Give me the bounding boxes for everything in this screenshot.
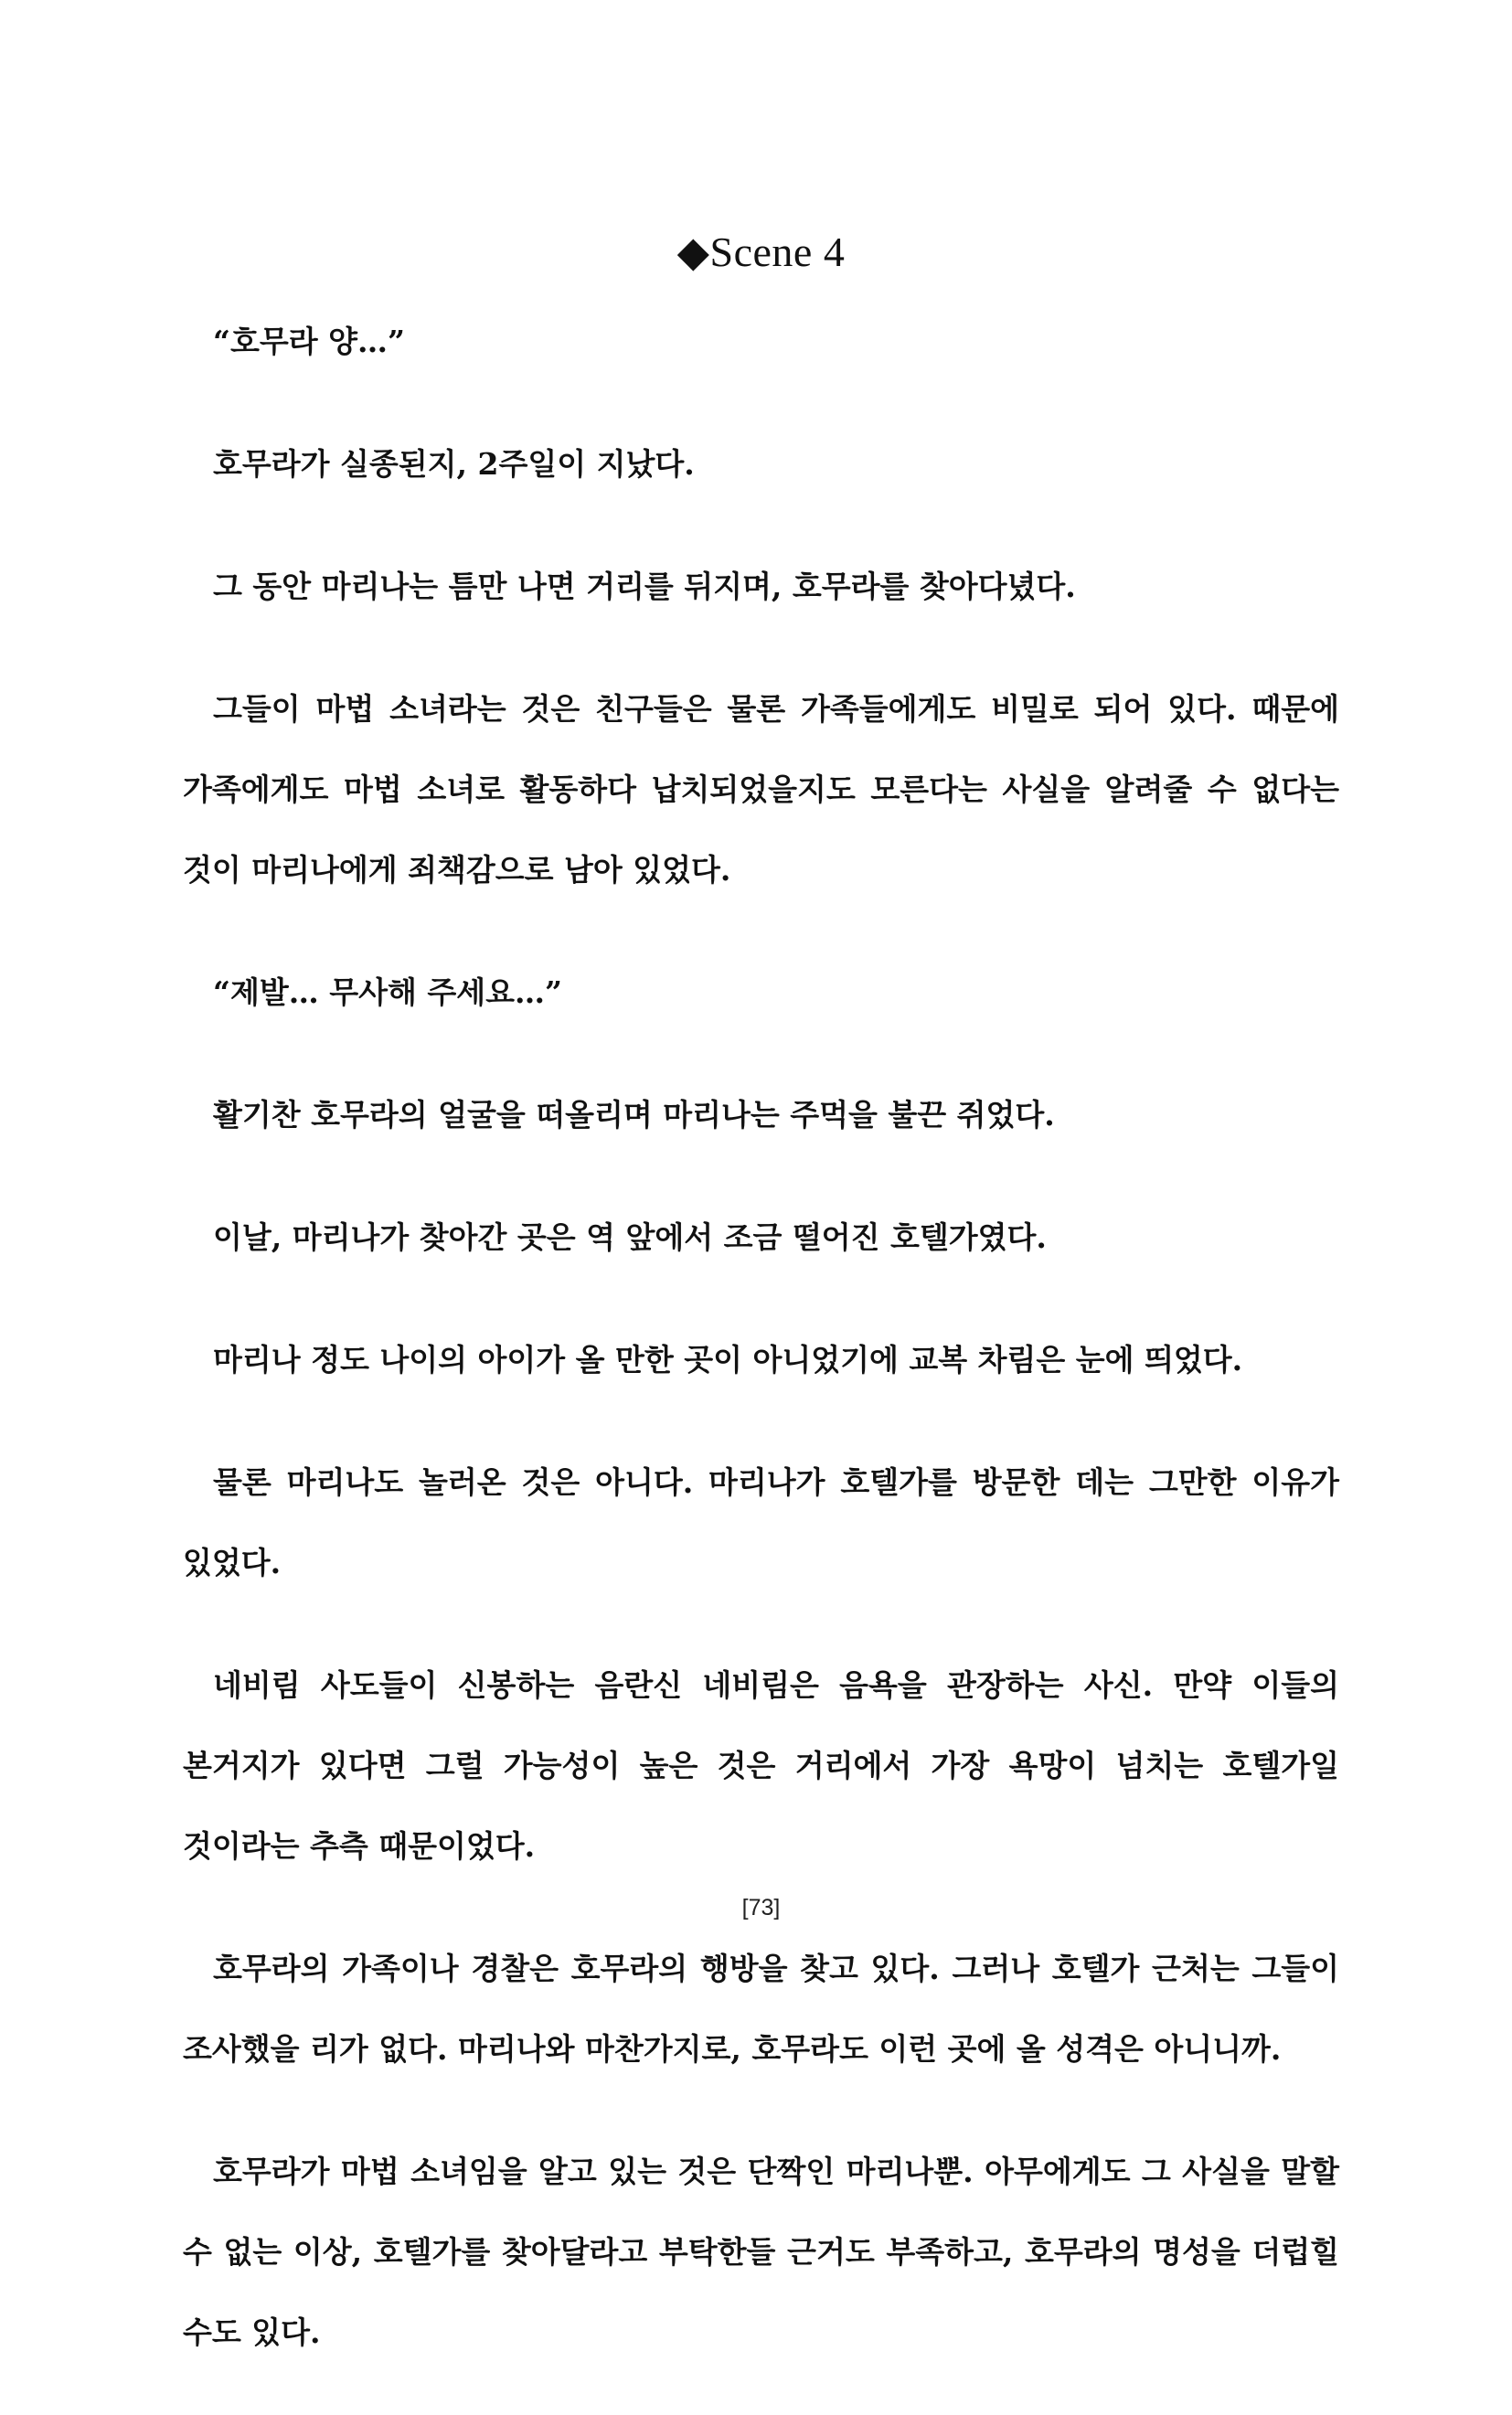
paragraph-9: 물론 마리나도 놀러온 것은 아니다. 마리나가 호텔가를 방문한 데는 그만한 이유가 있었다. <box>183 1464 1339 1580</box>
scene-title: ◆Scene 4 <box>676 229 846 275</box>
paragraph-1: “호무라 양…” <box>213 324 405 359</box>
body-text <box>183 302 1339 2415</box>
paragraph-11: 호무라의 가족이나 경찰은 호무라의 행방을 찾고 있다. 그러나 호텔가 근처는 그들이 조사했을 리가 없다. 마리나와 마찬가지로, 호무라도 이런 곳에 올 성격은 아니니까. <box>183 1951 1339 2067</box>
page-number: [73] <box>741 1895 781 1920</box>
paragraph-8: 마리나 정도 나이의 아이가 올 만한 곳이 아니었기에 교복 차림은 눈에 띄었다. <box>213 1342 1243 1378</box>
paragraph-2: 호무라가 실종된지, 2주일이 지났다. <box>213 446 695 482</box>
paragraph-12: 호무라가 마법 소녀임을 알고 있는 것은 단짝인 마리나뿐. 아무에게도 그 사실을 말할 수 없는 이상, 호텔가를 찾아달라고 부탁한들 근거도 부족하고, 호무라의 명성을 더럽힐 수도 있다. <box>183 2154 1339 2350</box>
paragraph-5: “제발… 무사해 주세요…” <box>213 974 562 1010</box>
paragraph-10: 네비림 사도들이 신봉하는 음란신 네비림은 음욕을 관장하는 사신. 만약 이들의 본거지가 있다면 그럴 가능성이 높은 것은 거리에서 가장 욕망이 넘치는 호텔가일 것이라는 추측 때문이었다. <box>183 1667 1339 1864</box>
paragraph-7: 이날, 마리나가 찾아간 곳은 역 앞에서 조금 떨어진 호텔가였다. <box>213 1219 1047 1255</box>
paragraph-6: 활기찬 호무라의 얼굴을 떠올리며 마리나는 주먹을 불끈 쥐었다. <box>213 1097 1055 1133</box>
document-page <box>183 0 1339 2350</box>
paragraph-4: 그들이 마법 소녀라는 것은 친구들은 물론 가족들에게도 비밀로 되어 있다. 때문에 가족에게도 마법 소녀로 활동하다 납치되었을지도 모른다는 사실을 알려줄 수 없다는 것이 마리나에게 죄책감으로 남아 있었다. <box>183 691 1339 888</box>
paragraph-3: 그 동안 마리나는 틈만 나면 거리를 뒤지며, 호무라를 찾아다녔다. <box>213 569 1076 604</box>
